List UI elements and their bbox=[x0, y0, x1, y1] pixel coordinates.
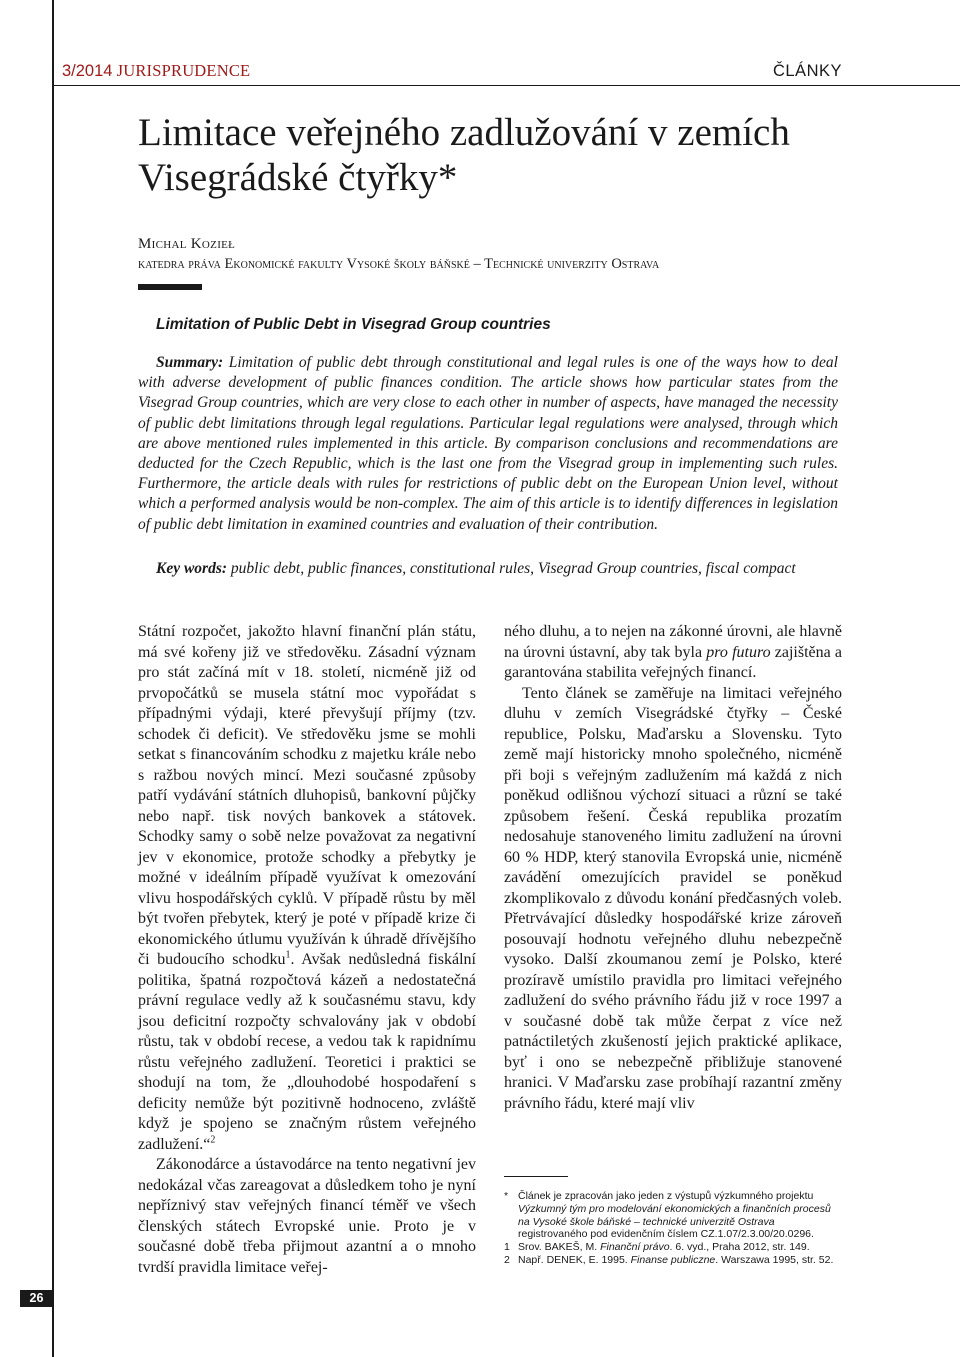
issue-number: 3/2014 bbox=[62, 62, 113, 80]
page-number: 26 bbox=[20, 1290, 53, 1307]
author-divider-bar bbox=[138, 284, 202, 290]
body-text: zajištěna a garantována stabilita veřejných financí. bbox=[504, 643, 843, 681]
footnote-mark: 1 bbox=[504, 1241, 510, 1254]
keywords-label: Key words: bbox=[156, 560, 228, 577]
body-paragraph: Tento článek se zaměřuje na limitaci veřejného dluhu v zemích Visegrádské čtyřky – České republice, Polsku, Maďarsku a Slovensku. Tyto země mají historicky mnoho společného, nicméně při boji s veřejným zadlužením má každá z nich poněkud odlišnou výchozí situaci a různí se také způsobem řešení. Česká republika prozatím nedosahuje stanoveného limitu zadlužení na úrovni 60 % HDP, který stanovila Evropská unie, nicméně zavádění omezujících pravidel se poněkud zkomplikovalo z důvodu konání předčasných voleb. Přetrvávající důsledky hospodářské krize zároveň posouvají hodnotu veřejného dluhu nebezpečně vysoko. Další zkoumanou zemí je Polsko, které prozíravě umístilo pravidla pro limitaci veřejného zadlužení do svého právního řádu již v roce 1997 a v současné době tak může čerpat z více než patnáctiletých zkušeností jejich praktické aplikace, byť i ono se nebezpečně přibližuje stanovené hranici. V Maďarsku zase probíhají razantní změny právního řádu, které mají vliv bbox=[504, 684, 842, 1112]
english-title: Limitation of Public Debt in Visegrad Group countries bbox=[156, 316, 551, 333]
body-paragraph bbox=[504, 622, 842, 684]
footnote-text: Např. DENEK, E. 1995. Finanse publiczne. Warszawa 1995, str. 52. bbox=[518, 1253, 834, 1266]
footnote-ref-2[interactable]: 2 bbox=[210, 1134, 216, 1146]
running-header bbox=[62, 61, 250, 81]
footnote-item bbox=[504, 1190, 842, 1241]
footnote-item bbox=[504, 1241, 842, 1254]
footnote-mark: 2 bbox=[504, 1253, 510, 1266]
footnote-ref-1[interactable]: 1 bbox=[285, 949, 291, 961]
body-text: Státní rozpočet, jakožto hlavní finanční plán státu, má své kořeny již ve středověku. Zásadní význam pro stát začíná mít v 18. století, nicméně již od prvopočátků se musela státní moc vypořádat s případnými výdaji, které převyšují příjmy (tzv. schodek či deficit). Ve středověku jsme se mohli setkat s financováním schodku z majetku krále nebo s ražbou nových mincí. Mezi současné způsoby patří vydávání státních dluhopisů, bankovní půjčky nebo např. tisk nových bankovek a státovek. Schodky samy o sobě nelze považovat za negativní jev v ekonomice, protože schodky a přebytky je možné v ideálním případě využívat k omezování vlivu hospodářských cyklů. V případě růstu by měl být tvořen přebytek, který je poté v případě krize či ekonomického útlumu využíván k úhradě dřívějšího či budoucího schodku bbox=[138, 623, 476, 968]
author-name: Michal Kozieł bbox=[138, 236, 236, 252]
journal-name: JURISPRUDENCE bbox=[116, 61, 251, 80]
title-line-1: Limitace veřejného zadlužování v zemích bbox=[138, 111, 790, 154]
article-title bbox=[138, 110, 898, 200]
keywords bbox=[138, 559, 838, 579]
body-text: . Avšak nedůsledná fiskální politika, špatná rozpočtová kázeň a nedostatečná právní regulace vedly až k současnému stavu, kdy jsou deficitní rozpočty schvalovány jak v období růstu, tak v období recese, a vedou tak k rapidnímu růstu veřejného zadlužení. Teoretici i praktici se shodují na tom, že „dlouhodobé hospodaření s deficity nemůže být pozitivně hodnoceno, zvláště když je spojeno se značným růstem veřejného zadlužení.“ bbox=[138, 951, 477, 1153]
keywords-text: public debt, public finances, constitutional rules, Visegrad Group countries, fiscal compact bbox=[227, 560, 796, 577]
footnotes bbox=[504, 1190, 842, 1267]
body-text-italic: pro futuro bbox=[706, 643, 771, 661]
header-rule bbox=[54, 85, 960, 86]
title-line-2: Visegrádské čtyřky* bbox=[138, 156, 458, 199]
body-column-right bbox=[504, 622, 842, 1114]
body-text: ného dluhu, a to nejen na zákonné úrovni, ale hlavně na úrovni ústavní, aby tak byla bbox=[504, 623, 842, 661]
footnote-mark: * bbox=[504, 1190, 509, 1202]
footnote-text: Srov. BAKEŠ, M. Finanční právo. 6. vyd., Praha 2012, str. 149. bbox=[518, 1241, 810, 1254]
footnote-text: Článek je zpracován jako jeden z výstupů výzkumného projektu Výzkumný tým pro modelování ekonomických a finančních procesů na Vysoké škole báňské – technické univerzitě Ostrava registrovaného pod evidenčním číslem CZ.1.07/2.3.00/20.0296. bbox=[518, 1190, 831, 1241]
summary-label: Summary: bbox=[156, 354, 224, 371]
summary-abstract bbox=[138, 353, 838, 535]
margin-rule bbox=[52, 0, 54, 1357]
summary-text: Limitation of public debt through constitutional and legal rules is one of the ways how to deal with adverse development of public finances condition. The article shows how particular states from the Visegrad Group countries, which are very close to each other in number of aspects, have managed the necessity of public debt limitations through legal regulations. Particular legal regulations were analysed, through which are above mentioned rules implemented in this article. By comparison conclusions and recommendations are deducted for the Czech Republic, which is the last one from the Visegrad group in implementing such rules. Furthermore, the article deals with rules for restrictions of public debt on the European Union level, without which a performed analysis would be non-complex. The aim of this article is to identify differences in legislation of public debt limitation in examined countries and evaluation of their contribution. bbox=[138, 354, 838, 533]
footnote-rule bbox=[504, 1176, 568, 1177]
author-affiliation: katedra práva Ekonomické fakulty Vysoké školy báňské – Technické univerzity Ostrava bbox=[138, 256, 660, 272]
section-label: ČLÁNKY bbox=[772, 62, 842, 80]
footnote-item bbox=[504, 1254, 842, 1267]
body-column-left bbox=[138, 622, 476, 1278]
body-paragraph bbox=[138, 622, 476, 1155]
body-paragraph: Zákonodárce a ústavodárce na tento negativní jev nedokázal včas zareagovat a důsledkem toho je nyní nepříznivý stav veřejných financí téměř ve všech členských státech Evropské unie. Proto je v současné době třeba přijmout azantní a o mnoho tvrdší pravidla limitace veřej- bbox=[138, 1156, 476, 1276]
